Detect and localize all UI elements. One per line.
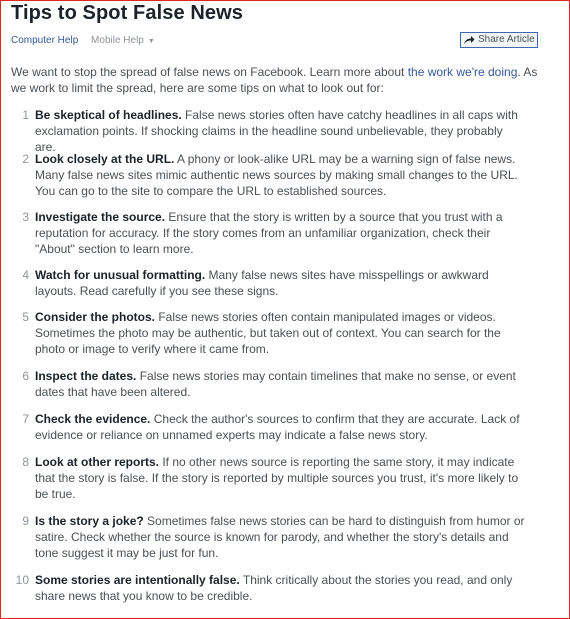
tip-text <box>35 267 525 299</box>
tip-heading: Be skeptical of headlines. <box>35 108 182 122</box>
tip-heading: Look at other reports. <box>35 455 160 469</box>
tip-body: Many false news sites have misspellings or awkward layouts. Read carefully if you see these signs. <box>35 268 489 298</box>
tip-number: 2 <box>22 152 29 166</box>
tip-number: 7 <box>22 412 29 426</box>
tip-body: If no other news source is reporting the same story, it may indicate that the story is false. If the story is reported by multiple sources you trust, it's more likely to be true. <box>35 455 519 501</box>
tip-heading: Look closely at the URL. <box>35 152 175 166</box>
tip-body: Sometimes false news stories can be hard to distinguish from humor or satire. Check whether the source is known for parody, and whether the story's details and tone suggest it may be just for fun. <box>35 514 525 560</box>
intro-text-2: . As we work to limit the spread, here are some tips on what to look out for: <box>11 65 538 95</box>
intro-text-1: We want to stop the spread of false news on Facebook. Learn more about <box>11 65 408 79</box>
tip-heading: Consider the photos. <box>35 310 155 324</box>
tip-body: False news stories often have catchy headlines in all caps with exclamation points. If shocking claims in the headline sound unbelievable, they probably are. <box>35 108 518 154</box>
tab-computer-help[interactable]: Computer Help <box>11 35 79 46</box>
tip-heading: Check the evidence. <box>35 412 151 426</box>
tip-heading: Some stories are intentionally false. <box>35 573 240 587</box>
tip-number: 1 <box>22 108 29 122</box>
tip-heading: Inspect the dates. <box>35 369 137 383</box>
tip-body: False news stories may contain timelines that make no sense, or event dates that have been altered. <box>35 369 516 399</box>
share-arrow-icon <box>463 35 475 45</box>
intro-paragraph <box>11 64 556 96</box>
tip-heading: Investigate the source. <box>35 210 166 224</box>
tip-text <box>35 107 525 155</box>
tip-body: Check the author's sources to confirm that they are accurate. Lack of evidence or reliance on unnamed experts may indicate a false news story. <box>35 412 520 442</box>
tip-text <box>35 151 525 199</box>
tip-body: Ensure that the story is written by a source that you trust with a reputation for accuracy. If the story comes from an unfamiliar organization, check their "About" section to learn more. <box>35 210 503 256</box>
tip-number: 6 <box>22 369 29 383</box>
tip-number: 3 <box>22 210 29 224</box>
tip-heading: Watch for unusual formatting. <box>35 268 206 282</box>
tab-mobile-help[interactable] <box>91 35 155 46</box>
tip-number: 4 <box>22 268 29 282</box>
tip-number: 10 <box>15 573 29 587</box>
tip-body: A phony or look-alike URL may be a warning sign of false news. Many false news sites mimic authentic news sources by making small changes to the URL. You can go to the site to compare the URL to established sources. <box>35 152 518 198</box>
tip-heading: Is the story a joke? <box>35 514 144 528</box>
tip-number: 9 <box>22 514 29 528</box>
share-article-label: Share Article <box>478 34 535 45</box>
tip-text <box>35 572 525 604</box>
help-tabs <box>11 35 155 46</box>
tip-text <box>35 368 525 400</box>
tip-body: Think critically about the stories you read, and only share news that you know to be credible. <box>35 573 513 603</box>
tip-number: 8 <box>22 455 29 469</box>
tip-body: False news stories often contain manipulated images or videos. Sometimes the photo may be authentic, but taken out of context. You can search for the photo or image to verify where it came from. <box>35 310 501 356</box>
tip-number: 5 <box>22 310 29 324</box>
share-article-button[interactable] <box>460 32 538 48</box>
chevron-down-icon: ▼ <box>147 38 155 45</box>
tip-text <box>35 513 525 561</box>
tip-text <box>35 209 525 257</box>
tip-text <box>35 309 525 357</box>
work-link[interactable]: the work we're doing <box>407 65 518 79</box>
page-title: Tips to Spot False News <box>11 2 243 24</box>
tab-mobile-help-label: Mobile Help <box>91 35 144 46</box>
tip-text <box>35 411 525 443</box>
tip-text <box>35 454 525 502</box>
